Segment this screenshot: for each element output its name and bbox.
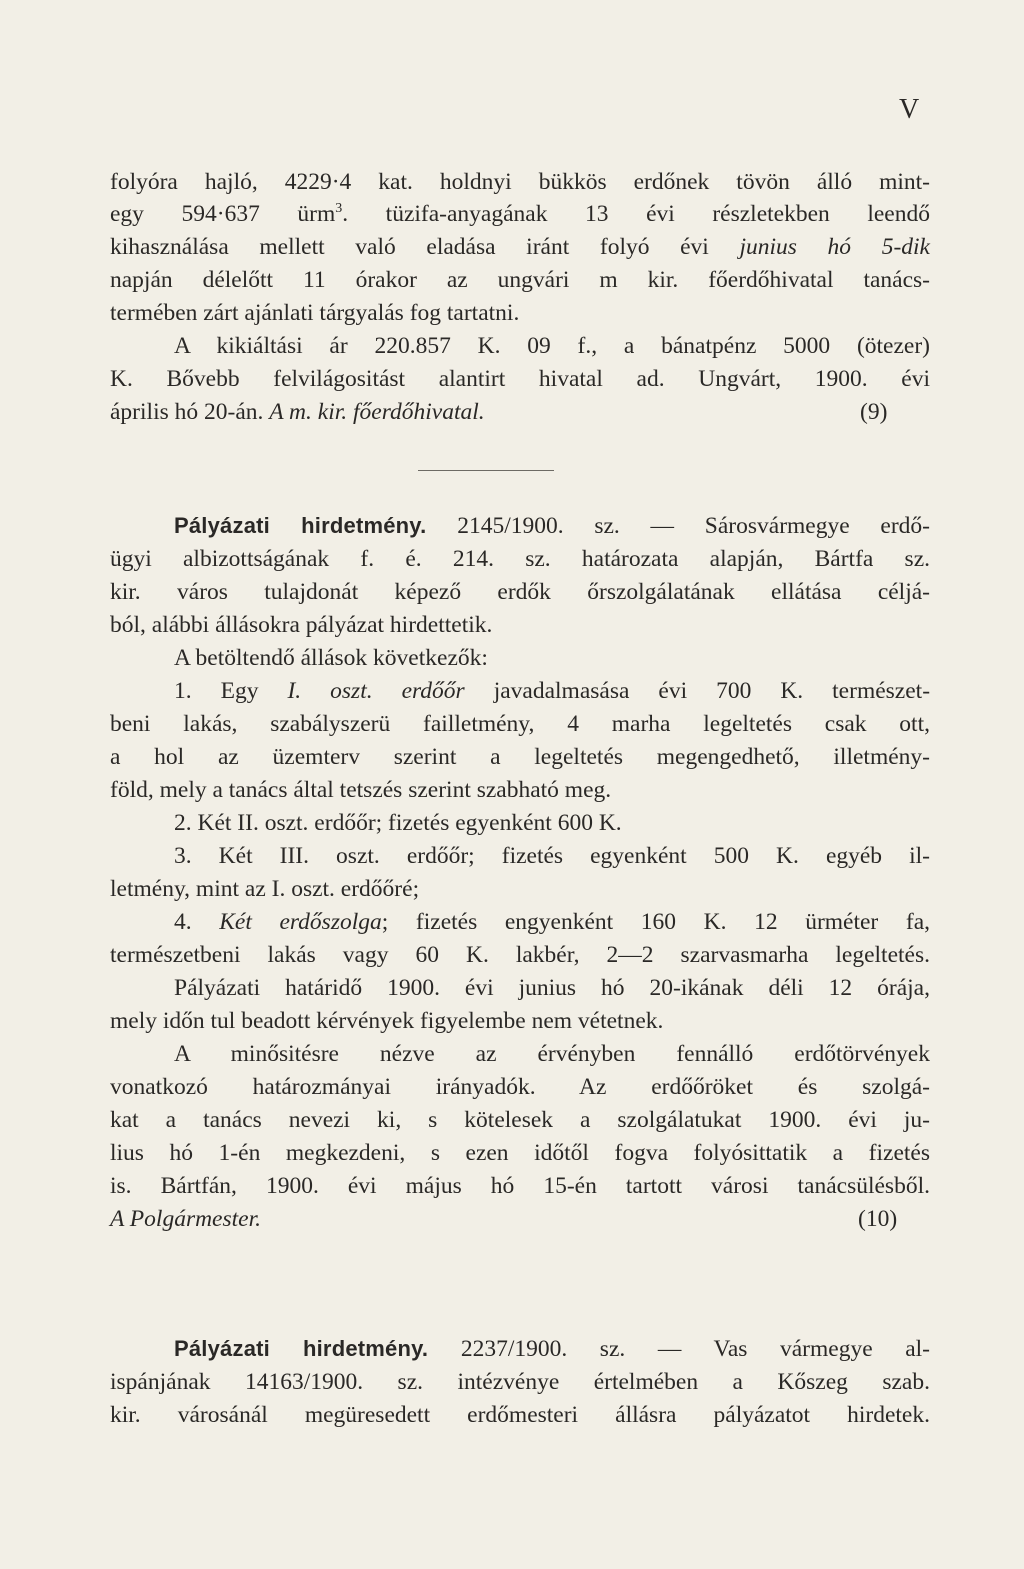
notice-heading: Pályázati hirdetmény. (174, 513, 427, 538)
text-line: vonatkozó határozmányai irányadók. Az erdőőröket és szolgá- (110, 1074, 930, 1100)
text-line: kir. város tulajdonát képező erdők őrszolgálatának ellátása céljá- (110, 579, 930, 605)
text-line: a hol az üzemterv szerint a legeltetés megengedhető, illetmény- (110, 744, 930, 770)
text-line: napján délelőtt 11 órakor az ungvári m kir. főerdőhivatal tanács- (110, 267, 930, 293)
text-line: kir. városánál megüresedett erdőmesteri állásra pályázatot hirdetek. (110, 1402, 930, 1428)
text-line: 4. Két erdőszolga; fizetés engyenként 160 K. 12 ürméter fa, (174, 909, 930, 935)
text-line: 2. Két II. oszt. erdőőr; fizetés egyenként 600 K. (174, 810, 622, 836)
text-line: 3. Két III. oszt. erdőőr; fizetés egyenként 500 K. egyéb il- (174, 843, 930, 869)
text-line: föld, mely a tanács által tetszés szerint szabható meg. (110, 777, 612, 803)
text-line: ügyi albizottságának f. é. 214. sz. határozata alapján, Bártfa sz. (110, 546, 930, 572)
text-line: kat a tanács nevezi ki, s kötelesek a szolgálatukat 1900. évi ju- (110, 1107, 930, 1133)
text-line: letmény, mint az I. oszt. erdőőré; (110, 876, 420, 902)
text-line: ispánjának 14163/1900. sz. intézvénye értelmében a Kőszeg szab. (110, 1369, 930, 1395)
text-line: április hó 20-án. A m. kir. főerdőhivatal. (110, 399, 485, 425)
text-line: A betöltendő állások következők: (174, 645, 488, 671)
notice-heading: Pályázati hirdetmény. (174, 1336, 429, 1361)
text-line: lius hó 1-én megkezdeni, s ezen időtől fogva folyósittatik a fizetés (110, 1140, 930, 1166)
text-line: Pályázati hirdetmény. 2145/1900. sz. — Sárosvármegye erdő- (174, 513, 931, 539)
text-line: is. Bártfán, 1900. évi május hó 15-én tartott városi tanácsülésből. (110, 1173, 930, 1199)
text-line: beni lakás, szabályszerü failletmény, 4 marha legeltetés csak ott, (110, 711, 930, 737)
text-line: Pályázati hirdetmény. 2237/1900. sz. — Vas vármegye al- (174, 1336, 930, 1362)
text-line: ból, alábbi állásokra pályázat hirdettetik. (110, 612, 493, 638)
text-line: A kikiáltási ár 220.857 K. 09 f., a bánatpénz 5000 (ötezer) (174, 333, 930, 359)
text-line: K. Bővebb felvilágositást alantirt hivatal ad. Ungvárt, 1900. évi (110, 366, 930, 392)
section-separator (418, 470, 554, 471)
text-line: folyóra hajló, 4229·4 kat. holdnyi bükkös erdőnek tövön álló mint- (110, 169, 930, 195)
page-number: V (899, 94, 920, 125)
text-line: Pályázati határidő 1900. évi junius hó 20-ikának déli 12 órája, (174, 975, 930, 1001)
text-line: mely időn tul beadott kérvények figyelembe nem vétetnek. (110, 1008, 664, 1034)
text-line: egy 594·637 ürm$^3$. tüzifa-anyagának 13 évi részletekben leendő (110, 201, 930, 227)
text-line: termében zárt ajánlati tárgyalás fog tartatni. (110, 300, 520, 326)
text-line: A minősitésre nézve az érvényben fennálló erdőtörvények (174, 1041, 930, 1067)
text-line: természetbeni lakás vagy 60 K. lakbér, 2—2 szarvasmarha legeltetés. (110, 942, 930, 968)
text-line: 1. Egy I. oszt. erdőőr javadalmasása évi 700 K. természet- (174, 678, 931, 704)
reference-number: (10) (858, 1206, 898, 1232)
signature: A Polgármester. (110, 1206, 262, 1232)
reference-number: (9) (860, 399, 888, 425)
text-line: kihasználása mellett való eladása iránt folyó évi junius hó 5-dik (110, 234, 930, 260)
